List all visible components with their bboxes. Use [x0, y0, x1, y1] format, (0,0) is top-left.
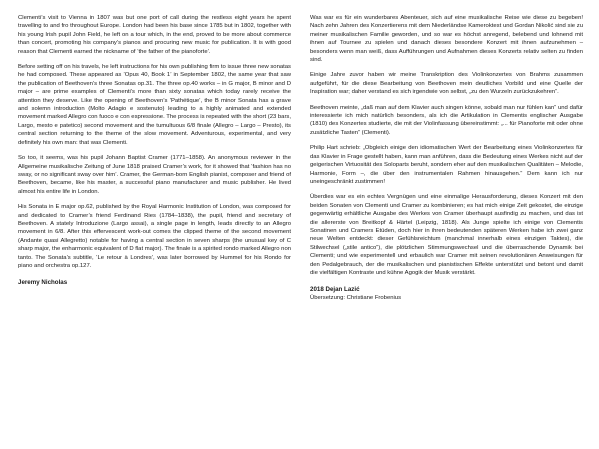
body-paragraph: Beethoven meinte, „daß man auf dem Klavier auch singen könne, sobald man nur fühlen kan“ und dafür interessierte ich mich natürlich besonders, als ich die Artikulation in Clementis englischer Ausgabe (1810) des Konzertes studierte, die mit der Violinfassung übereinstimmt: „... für Pianoforte mit oder ohne zusätzliche Tasten“ (Clementi). [310, 104, 583, 136]
body-paragraph: Before setting off on his travels, he left instructions for his own publishing firm to issue three new sonatas he had composed. These appeared as ‘Opus 40, Book 1’ in September 1802, the same year that saw the publication of Beethoven’s three Sonatas op.31. The three op.40 works – in G major, B minor and D major – are prime examples of Clementi’s more than sixty sonatas which today rarely receive the attention they deserve. Like the opening of Beethoven’s ‘Pathétique’, the B minor Sonata has a grave and solemn introduction (Molto Adagio e sostenuto) leading to a highly animated and extended movement marked Allegro con fuoco e con espressione. The process is repeated with the short (23 bars, Largo, mesto e patetico) second movement and the tumultuous 6/8 finale (Allegro – Largo – Presto), its central section returning to the theme of the slow movement. Adventurous, experimental, and very definitely his own man: that was Clementi. [18, 64, 291, 146]
author-signature: 2018 Dejan Lazić [310, 286, 360, 294]
body-paragraph: Philip Hart schrieb: „Obgleich einige den idiomatischen Wert der Bearbeitung eines Violinkonzertes für das Klavier in Frage gestellt haben, kann man anführen, dass die Bedeutung eines Werkes nicht auf der geigerischen Virtuosität des Soloparts beruht, sondern eher auf den musikalischen Qualitäten – Melodie, Harmonie, Form –, die über den instrumentalen Rahmen hinausgehen.“ Dem kann ich nur uneingeschränkt zustimmen! [310, 145, 583, 185]
body-paragraph: So too, it seems, was his pupil Johann Baptist Cramer (1771–1858). An anonymous reviewer in the Allgemeine musikalische Zeitung of June 1818 praised Cramer’s work, for it showed that ‘fashion has no sway, or no significant sway over him’. Cramer, the German-born English pianist, composer and friend of Beethoven, became, like his master, a successful piano manufacturer and music publisher. He lived almost his entire life in London. [18, 155, 291, 195]
translation-credit: Übersetzung: Christiane Frobenius [310, 295, 402, 302]
body-paragraph: Was war es für ein wunderbares Abenteuer, sich auf eine musikalische Reise wie diese zu begeben! Nach zehn Jahren des Konzertierens mit dem Niederländse Kameroktest und Gordan Nikolić sind sie zu meiner musikalischen Familie geworden, und so war es höchst anregend, belebend und lohnend mit ihnen auf Tournee zu spielen und danach dieses besondere Konzert mit ihnen aufzunehmen – besonders wenn man weiß, dass Aufführungen und Aufnahmen dieses Konzerts relativ selten zu finden sind. [310, 15, 583, 64]
body-paragraph: Überdies war es ein echtes Vergnügen und eine einmalige Herausforderung, dieses Konzert mit den beiden Sonaten von Clementi und Cramer zu kombinieren; es hat mich einige Zeit gekostet, die einzige gegenwärtig erhältliche Ausgabe des Werkes von Cramer überhaupt ausfindig zu machen, und das ist die allererste von Breitkopf & Härtel (Leipzig, 1818). Als Junge spielte ich einige von Clementis Sonatinen und Cramers Etüden, doch hier in ihren bedeutenden späteren Werken habe ich zwei ganz neue Welten entdeckt: dieser Gefühlsreichtum (manchmal innerhalb eines einzigen Taktes), die Stilwechsel („stile antico“), die plötzlichen Stimmungswechsel und die überraschende Dynamik bei Clementi; und wie experimentell und erbaulich war Cramer mit seinen revolutionären Anweisungen für den Pedalgebrauch, der die musikalischen und pianistischen Effekte unterstützt und betont und damit die vielfältigen Kontraste und kühne Agogik der Musik verstärkt. [310, 194, 583, 276]
body-paragraph: Einige Jahre zuvor haben wir meine Transkription des Violinkonzertes von Brahms zusammen aufgeführt, für die diese Bearbeitung von Beethoven mein deutliches Vorbild und eine Quelle der Inspiration war; daher verstand es sich irgendwie von selbst, „zu den Wurzeln zurückzukehren“. [310, 72, 583, 96]
author-signature: Jeremy Nicholas [18, 279, 68, 287]
german-notes-column [310, 14, 583, 302]
english-notes-column [18, 14, 291, 287]
body-paragraph: Clementi’s visit to Vienna in 1807 was but one port of call during the restless eight years he spent travelling to and fro throughout Europe. London had been his base since 1785 but in 1802, together with his young Irish pupil John Field, he left on a tour which, in the end, proved to be more about commerce than concert, promoting his company’s pianos and procuring new music for publication. It is with good reason that Clementi earned the nickname of ‘the father of the pianoforte’. [18, 15, 291, 55]
body-paragraph: His Sonata in E major op.62, published by the Royal Harmonic Institution of London, was composed for and dedicated to Cramer’s friend Ferdinand Ries (1784–1838), the pupil, friend and secretary of Beethoven. A stately Introduzione (Largo assai), a single page in length, leads directly to an Allegro movement in 6/8. After this effervescent work-out comes the clipped theme of the second movement (Andante quasi Allegretto) notable for having a central section in seven sharps (the unusual key of C sharp major, the enharmonic equivalent of D flat major). The finale is a spirited rondo marked Allegro non tanto. The Sonata’s subtitle, ‘Le retour à Londres’, was later borrowed by Hummel for his Rondo for piano and orchestra op.127. [18, 204, 291, 269]
